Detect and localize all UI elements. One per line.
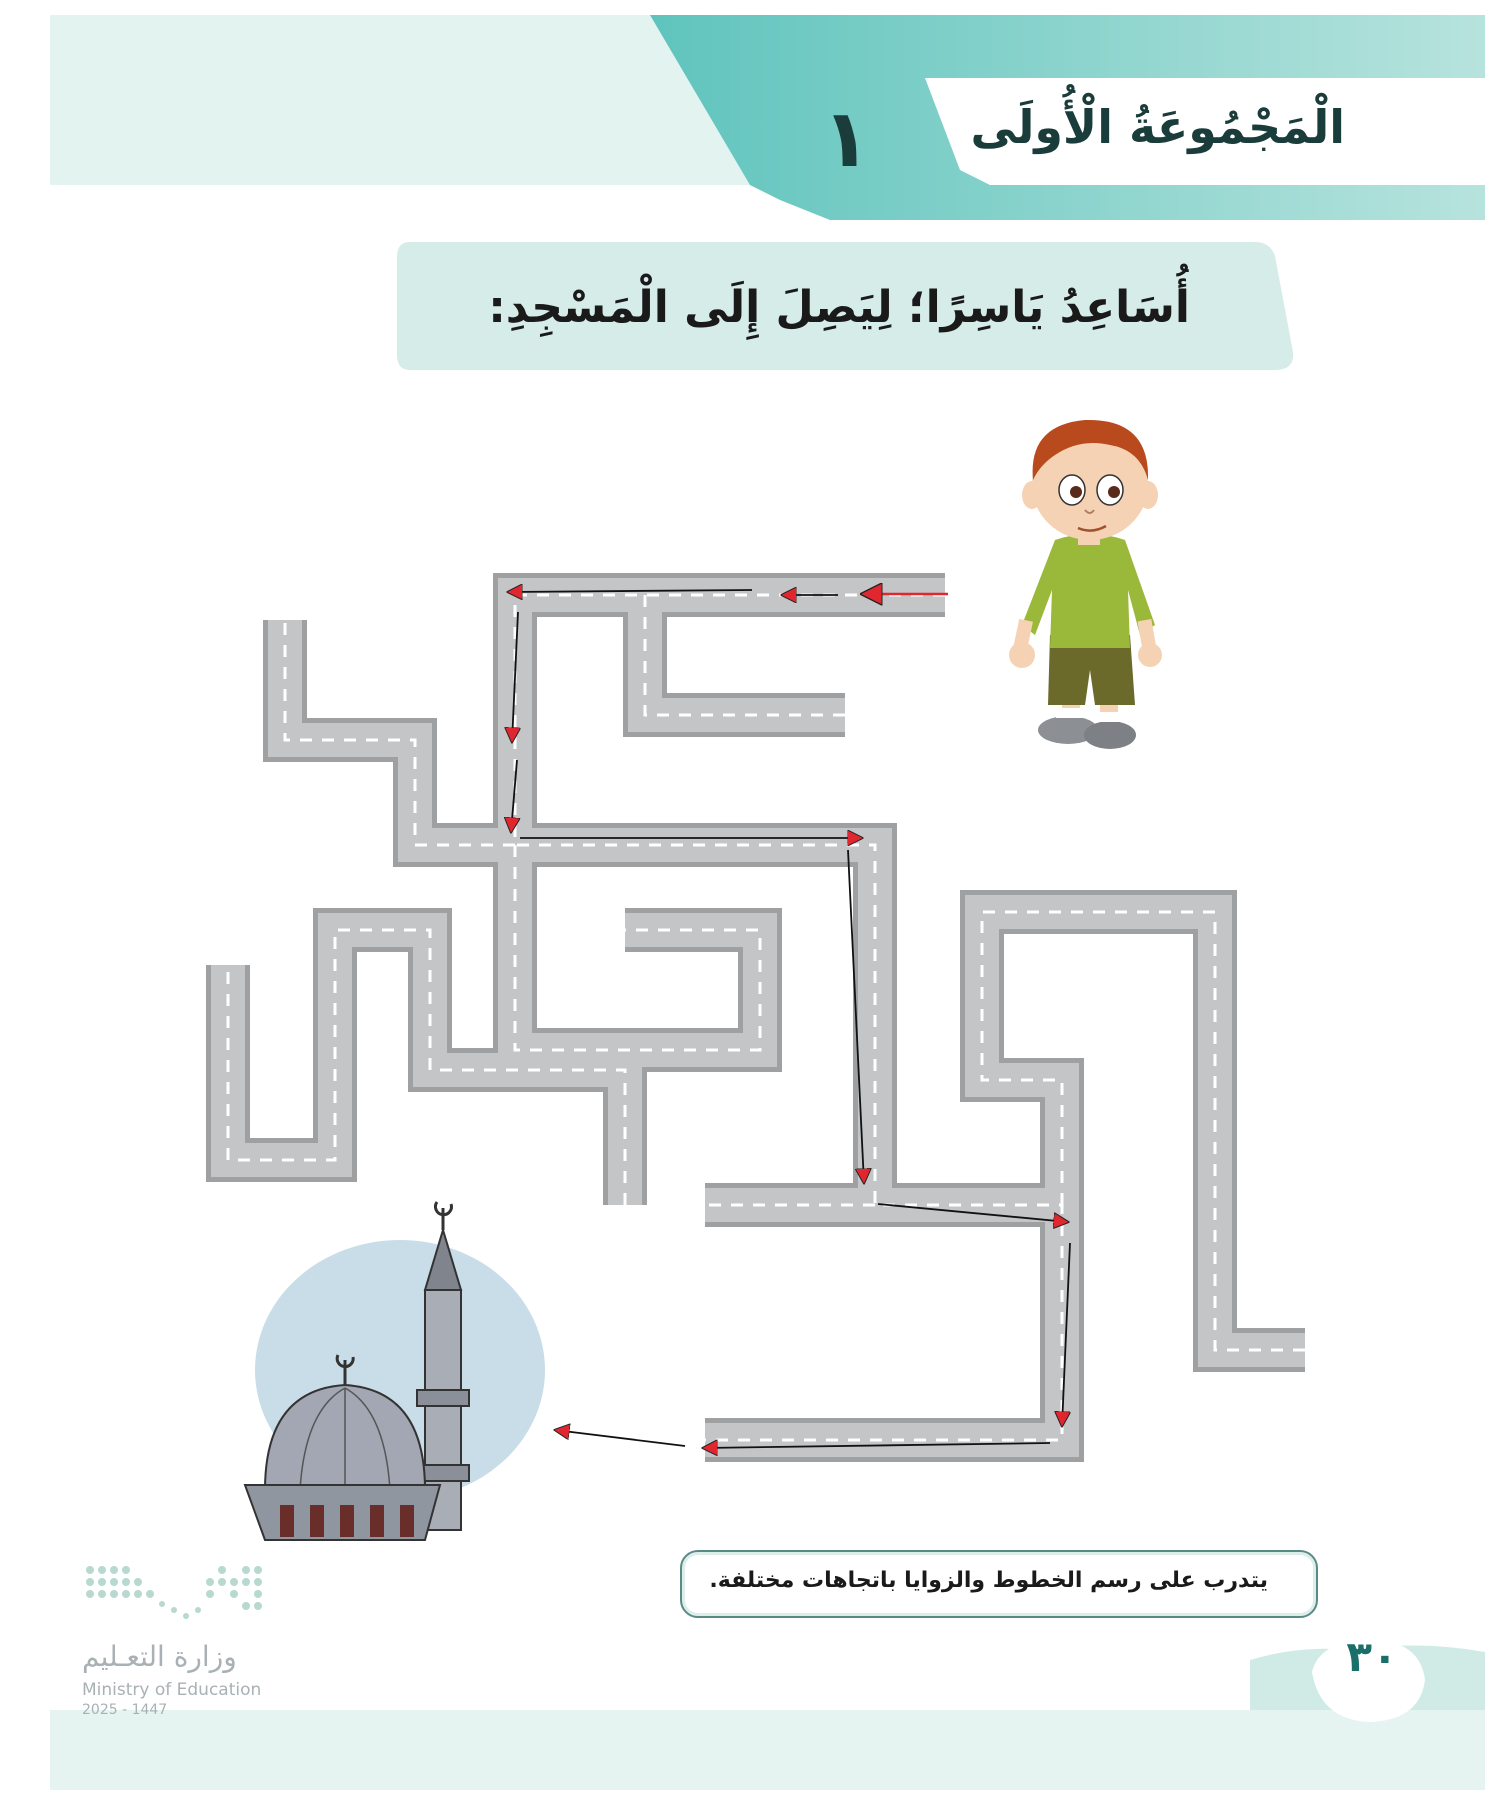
ministry-name-arabic: وزارة التعـليم xyxy=(82,1640,237,1673)
page-number: ٣٠ xyxy=(1346,1632,1398,1681)
objective-box xyxy=(680,1550,1318,1618)
mosque-icon xyxy=(225,1190,575,1560)
instruction-text: أُسَاعِدُ يَاسِرًا؛ لِيَصِلَ إِلَى الْمَسْجِدِ: xyxy=(488,282,1190,333)
ministry-logo-icon xyxy=(82,1560,272,1635)
group-title: الْمَجْمُوعَةُ الْأُولَى xyxy=(970,100,1345,154)
group-number: ١ xyxy=(822,92,871,185)
ministry-name-english: Ministry of Education xyxy=(82,1680,262,1700)
boy-icon xyxy=(1000,410,1180,770)
edition-year: 2025 - 1447 xyxy=(82,1702,168,1718)
objective-text: يتدرب على رسم الخطوط والزوايا باتجاهات مختلفة. xyxy=(709,1568,1268,1593)
